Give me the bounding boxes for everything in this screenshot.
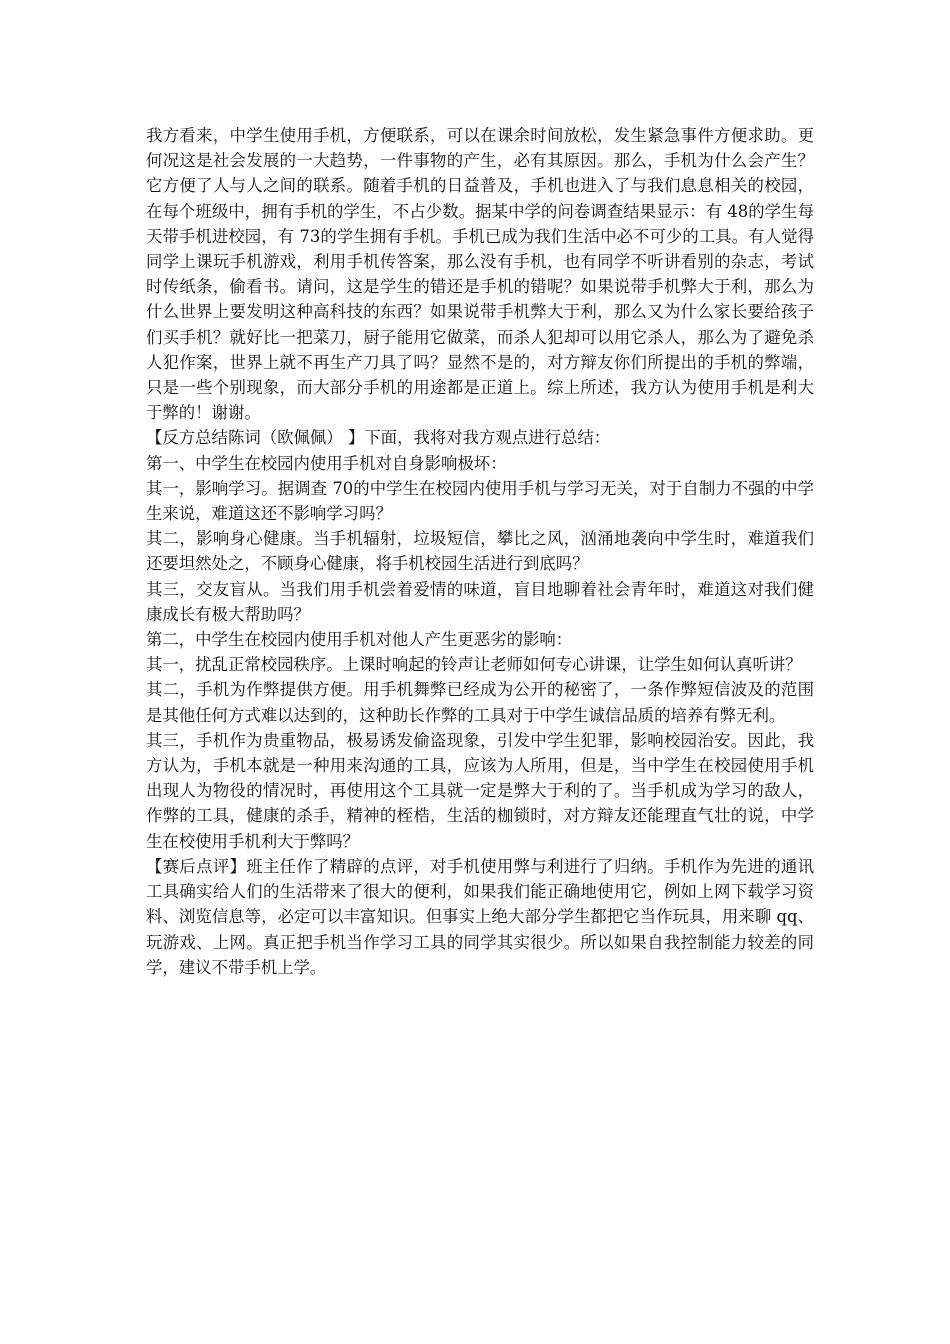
paragraph-post-debate-comment: 【赛后点评】班主任作了精辟的点评，对手机使用弊与利进行了归纳。手机作为先进的通讯工具确实给人们的生活带来了很大的便利，如果我们能正确地使用它，例如上网下载学习资料、浏览信息等，必定可以丰富知识。但事实上绝大部分学生都把它当作玩具，用来聊 qq、玩游戏、上网。真正把手机当作学习工具的同学其实很少。所以如果自我控制能力较差的同学，建议不带手机上学。 <box>146 856 814 977</box>
paragraph-negative-summary-heading: 【反方总结陈词（欧佩佩） 】下面，我将对我方观点进行总结： <box>146 428 611 448</box>
paragraph-point-one-sub-three: 其三，交友盲从。当我们用手机尝着爱情的味道，盲目地聊着社会青年时，难道这对我们健康成长有极大帮助吗？ <box>146 579 814 624</box>
document-body <box>146 123 814 980</box>
paragraph-point-one: 第一、中学生在校园内使用手机对自身影响极坏： <box>146 453 507 473</box>
paragraph-affirmative-argument: 我方看来，中学生使用手机，方便联系，可以在课余时间放松，发生紧急事件方便求助。更何况这是社会发展的一大趋势，一件事物的产生，必有其原因。那么，手机为什么会产生？它方便了人与人之间的联系。随着手机的日益普及，手机也进入了与我们息息相关的校园，在每个班级中，拥有手机的学生，不占少数。据某中学的问卷调查结果显示：有 48的学生每天带手机进校园，有 73的学生拥有手机。手机已成为我们生活中必不可少的工具。有人觉得同学上课玩手机游戏，利用手机传答案，那么没有手机，也有同学不听讲看别的杂志，考试时传纸条，偷看书。请问，这是学生的错还是手机的错呢？如果说带手机弊大于利，那么为什么世界上要发明这种高科技的东西？如果说带手机弊大于利，那么又为什么家长要给孩子们买手机？就好比一把菜刀，厨子能用它做菜，而杀人犯却可以用它杀人，那么为了避免杀人犯作案，世界上就不再生产刀具了吗？显然不是的，对方辩友你们所提出的手机的弊端，只是一些个别现象，而大部分手机的用途都是正道上。综上所述，我方认为使用手机是利大于弊的！谢谢。 <box>146 126 814 423</box>
paragraph-point-one-sub-one: 其一，影响学习。据调查 70的中学生在校园内使用手机与学习无关，对于自制力不强的中学生来说，难道这还不影响学习吗？ <box>146 478 814 524</box>
paragraph-point-one-sub-two: 其二，影响身心健康。当手机辐射，垃圾短信，攀比之风，汹涌地袭向中学生时，难道我们还要坦然处之，不顾身心健康，将手机校园生活进行到底吗？ <box>146 529 814 574</box>
paragraph-point-two-sub-two: 其二，手机为作弊提供方便。用手机舞弊已经成为公开的秘密了，一条作弊短信波及的范围是其他任何方式难以达到的，这种助长作弊的工具对于中学生诚信品质的培养有弊无利。 <box>146 680 814 725</box>
paragraph-point-two: 第二，中学生在校园内使用手机对他人产生更恶劣的影响： <box>146 630 573 650</box>
paragraph-point-two-sub-three: 其三，手机作为贵重物品，极易诱发偷盗现象，引发中学生犯罪，影响校园治安。因此，我方认为，手机本就是一种用来沟通的工具，应该为人所用，但是，当中学生在校园使用手机出现人为物役的情况时，再使用这个工具就一定是弊大于利的了。当手机成为学习的敌人，作弊的工具，健康的杀手，精神的桎梏，生活的枷锁时，对方辩友还能理直气壮的说，中学生在校使用手机利大于弊吗？ <box>146 730 814 851</box>
paragraph-point-two-sub-one: 其一，扰乱正常校园秩序。上课时响起的铃声让老师如何专心讲课，让学生如何认真听讲？ <box>146 655 802 675</box>
